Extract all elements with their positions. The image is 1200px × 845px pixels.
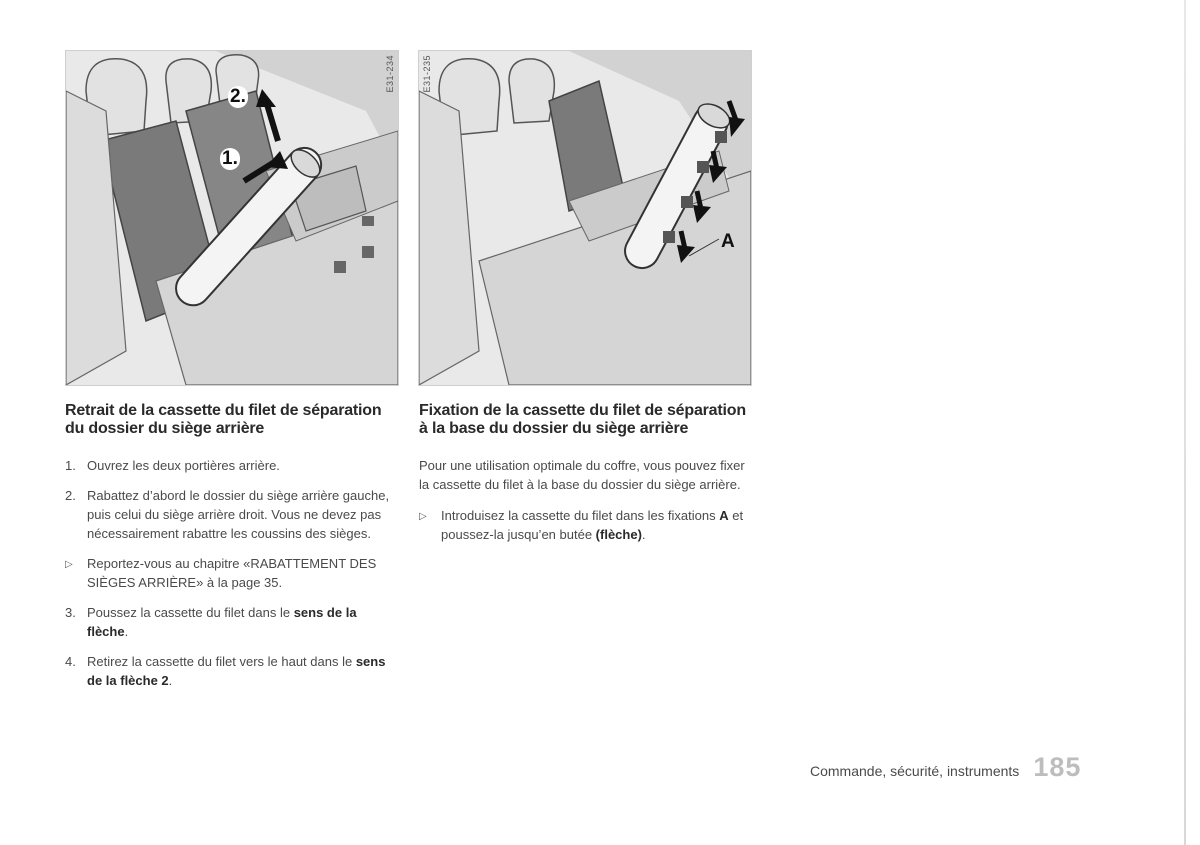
figure-attach-net-cassette — [418, 50, 752, 386]
step-text: Retirez la cassette du filet vers le haut dans le — [87, 654, 356, 669]
footer-section-title: Commande, sécurité, instruments — [810, 763, 1020, 779]
step-text: et poussez-la jusqu’en butée — [441, 508, 744, 542]
step-item — [65, 554, 400, 592]
arrow-label-2: 2. — [230, 86, 246, 107]
step-text: . — [168, 673, 173, 688]
page-edge — [1184, 0, 1186, 845]
step-text: Poussez la cassette du filet dans le — [87, 605, 294, 620]
arrow-label-1: 1. — [222, 148, 238, 169]
illustration-cassette-in-mounts — [419, 51, 751, 385]
step-item — [65, 603, 400, 641]
step-number: 4. — [65, 654, 76, 669]
step-text: Reportez-vous au chapitre «RABATTEMENT DES SIÈGES ARRIÈRE» à la page 35. — [87, 556, 377, 590]
step-item — [65, 486, 400, 543]
mount-label-a: A — [721, 231, 735, 252]
step-item — [419, 506, 749, 544]
step-text: Ouvrez les deux portières arrière. — [87, 458, 280, 473]
attachment-steps-list — [419, 506, 749, 544]
column-attachment — [419, 402, 749, 555]
step-emphasis: (flèche) — [595, 527, 642, 542]
bullet-triangle-icon: ▷ — [65, 559, 73, 570]
step-text: Rabattez d’abord le dossier du siège arrière gauche, puis celui du siège arrière droit. Vous ne devez pas nécessairement rabattre les coussins des sièges. — [87, 488, 390, 541]
step-emphasis: A — [719, 508, 729, 523]
column-removal — [65, 402, 400, 701]
section-title-attachment: Fixation de la cassette du filet de séparation à la base du dossier du siège arrière — [419, 402, 746, 437]
step-text: . — [124, 624, 129, 639]
step-emphasis: sens de la flèche — [87, 605, 357, 639]
attachment-intro: Pour une utilisation optimale du coffre, vous pouvez fixer la cassette du filet à la base du dossier du siège arrière. — [419, 458, 745, 492]
section-title-removal: Retrait de la cassette du filet de séparation du dossier du siège arrière — [65, 402, 382, 437]
step-number: 1. — [65, 458, 76, 473]
bullet-triangle-icon: ▷ — [419, 511, 427, 522]
step-number: 3. — [65, 605, 76, 620]
step-item — [65, 652, 400, 690]
page-footer — [810, 752, 1081, 783]
step-item — [65, 456, 400, 475]
step-emphasis: sens de la flèche 2 — [87, 654, 386, 688]
step-text: Introduisez la cassette du filet dans les fixations — [441, 508, 720, 523]
removal-steps-list — [65, 456, 400, 690]
figure-code: E31-234 — [385, 55, 395, 93]
step-text: . — [641, 527, 646, 542]
step-number: 2. — [65, 488, 76, 503]
figure-code: E31-235 — [422, 55, 432, 93]
figure-remove-net-cassette — [65, 50, 399, 386]
page-number: 185 — [1033, 752, 1082, 782]
